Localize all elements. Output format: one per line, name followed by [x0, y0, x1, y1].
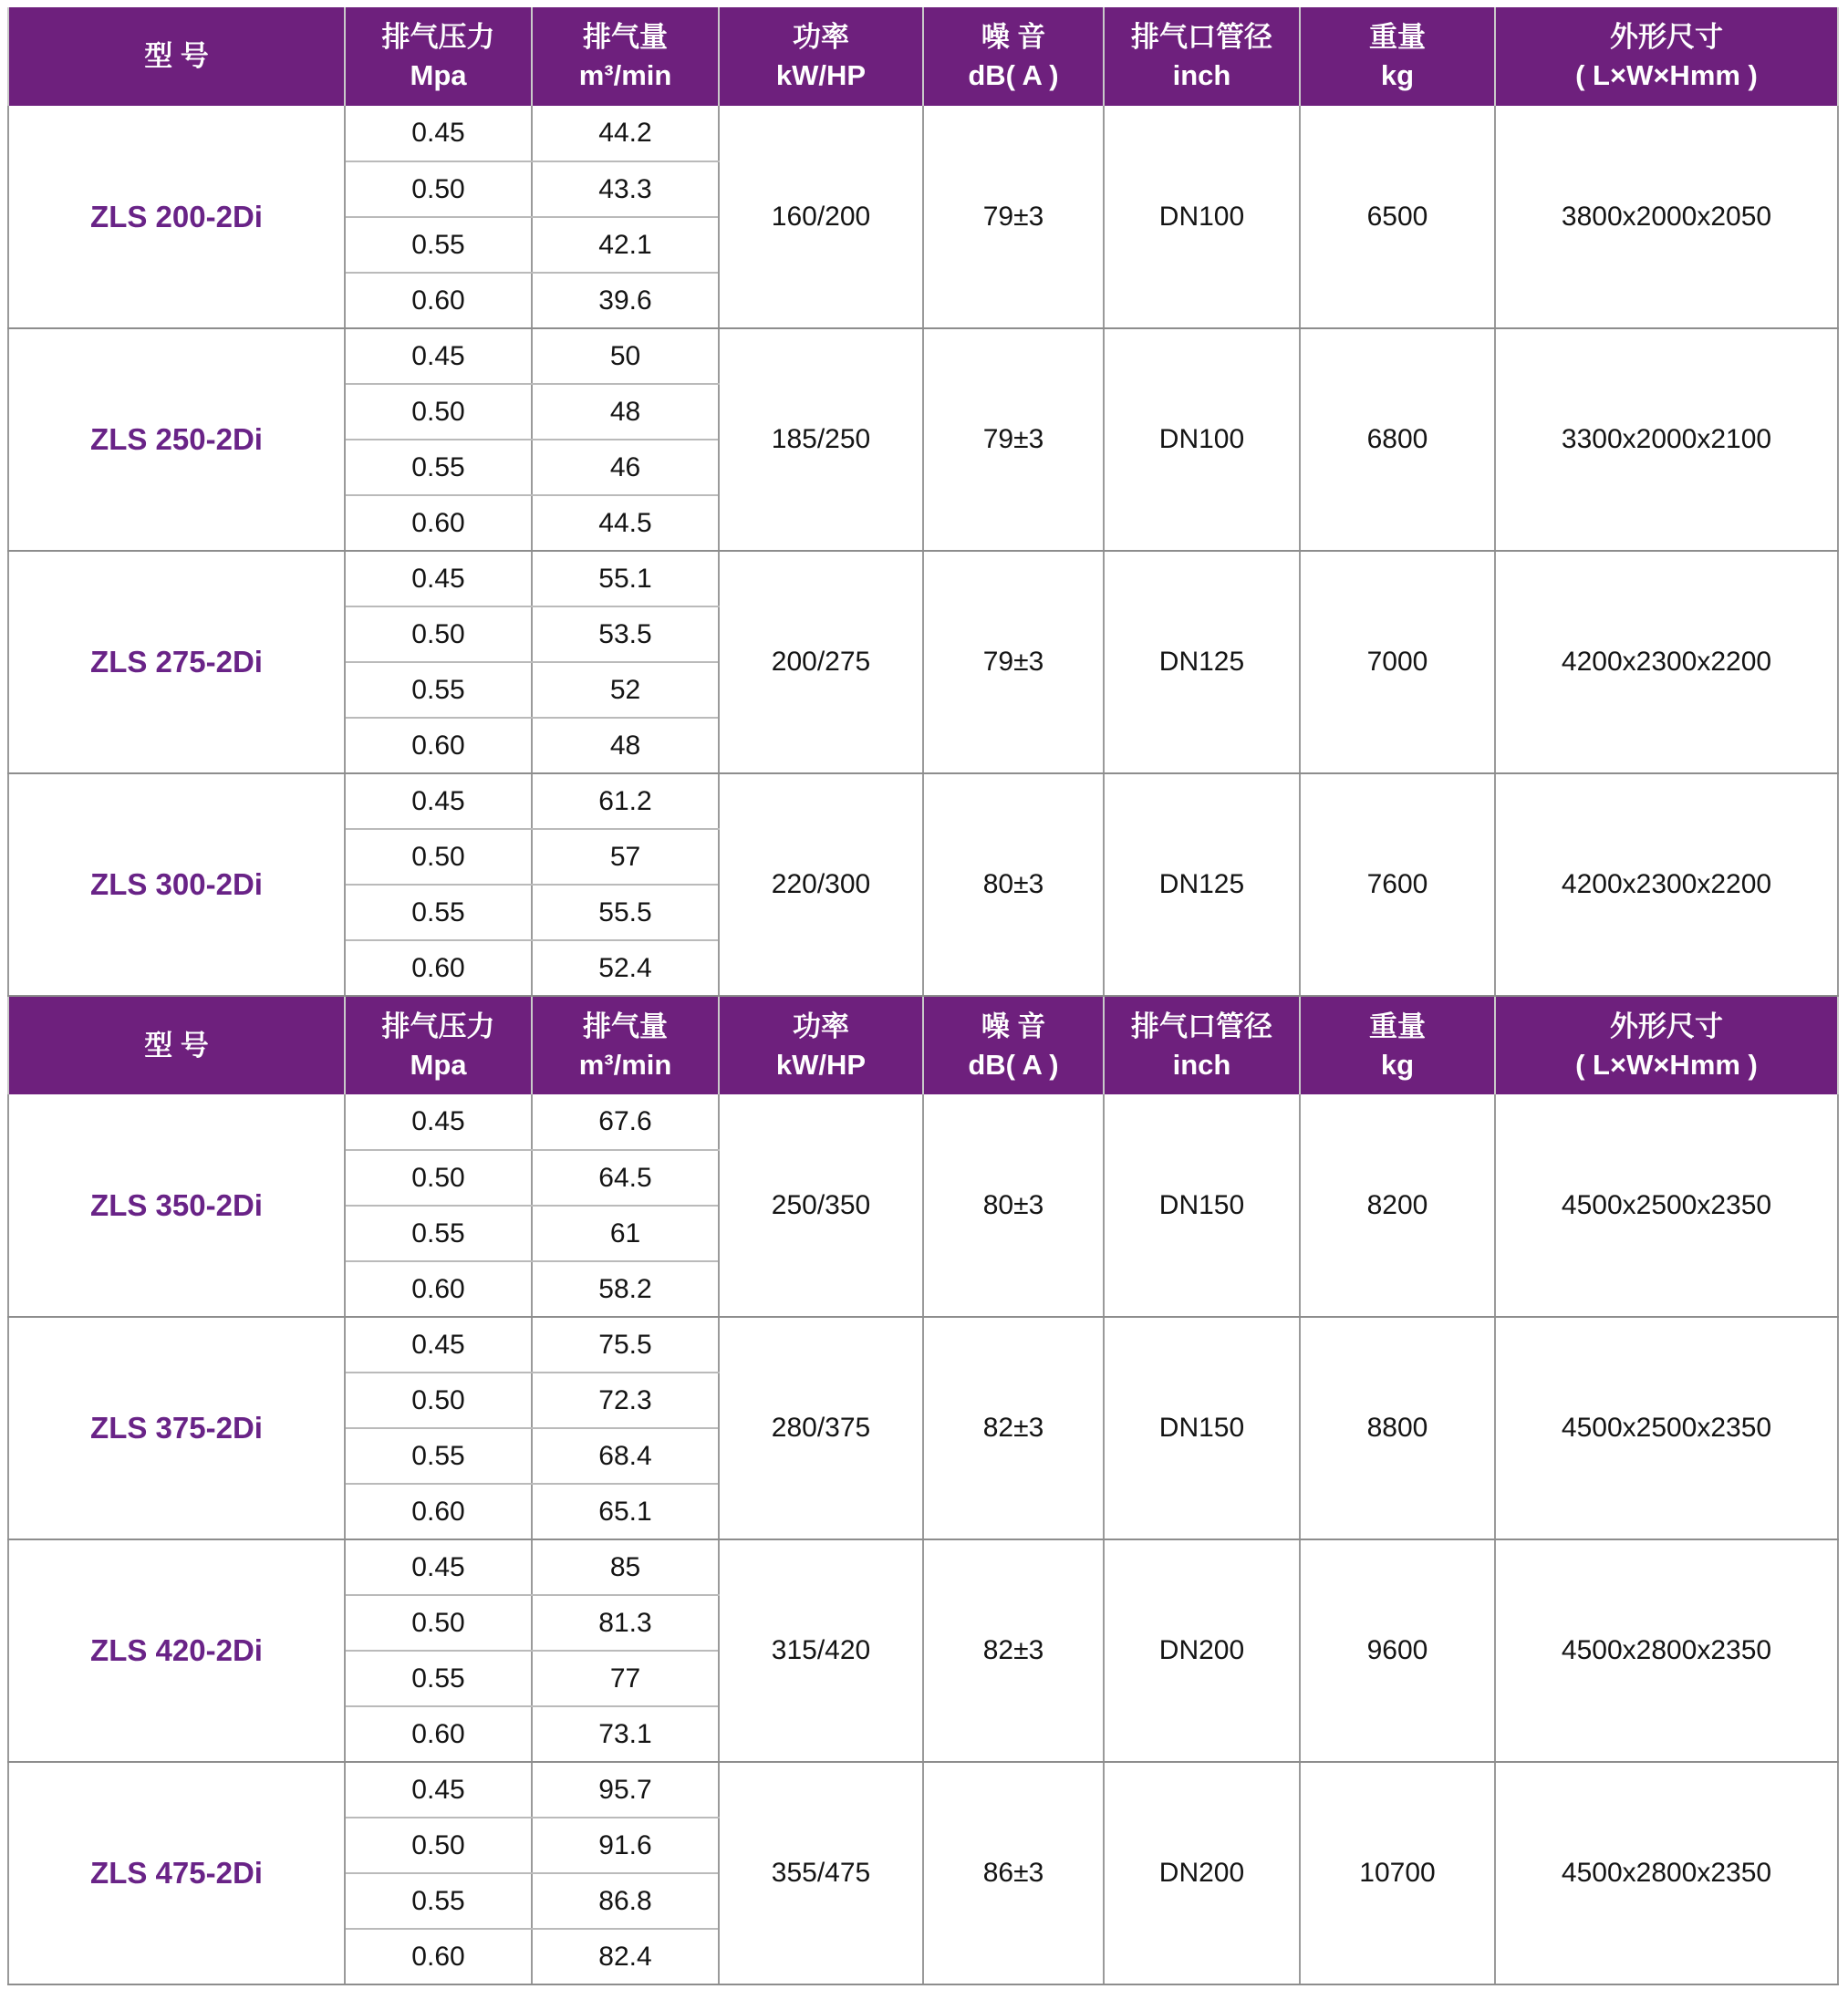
model-cell: ZLS 200-2Di: [8, 106, 345, 328]
pipe-diameter-cell: DN100: [1104, 106, 1300, 328]
flow-cell: 44.5: [532, 495, 719, 551]
flow-cell: 55.5: [532, 885, 719, 940]
pipe-diameter-cell: DN125: [1104, 551, 1300, 773]
flow-cell: 43.3: [532, 161, 719, 217]
pressure-cell: 0.60: [345, 718, 532, 773]
pressure-cell: 0.60: [345, 1484, 532, 1539]
col-header-model: [8, 7, 345, 106]
pressure-cell: 0.45: [345, 551, 532, 606]
pressure-cell: 0.45: [345, 1317, 532, 1373]
col-header-dims: [1495, 7, 1838, 106]
col-header-line1: 排气量: [583, 21, 668, 54]
col-header-pipe: [1104, 7, 1300, 106]
pressure-cell: 0.45: [345, 773, 532, 829]
col-header-line2: m³/min: [578, 1048, 672, 1081]
col-header-line1: 外形尺寸: [1610, 1010, 1723, 1042]
pressure-cell: 0.50: [345, 1818, 532, 1873]
pressure-cell: 0.50: [345, 829, 532, 885]
col-header-line1: 功率: [793, 1010, 849, 1042]
col-header-line1: 重量: [1369, 1010, 1426, 1042]
col-header-flow: [532, 7, 719, 106]
pressure-cell: 0.55: [345, 1428, 532, 1484]
col-header-line1: 外形尺寸: [1610, 21, 1723, 54]
flow-cell: 58.2: [532, 1261, 719, 1317]
weight-cell: 8800: [1300, 1317, 1495, 1539]
col-header-line2: dB( A ): [968, 1048, 1059, 1081]
flow-cell: 72.3: [532, 1373, 719, 1428]
noise-cell: 82±3: [923, 1539, 1104, 1762]
col-header-line1: 排气量: [583, 1010, 668, 1042]
model-cell: ZLS 375-2Di: [8, 1317, 345, 1539]
col-header-power: [719, 7, 923, 106]
flow-cell: 77: [532, 1651, 719, 1706]
spec-row: [8, 1317, 1838, 1373]
col-header-power: [719, 996, 923, 1094]
flow-cell: 57: [532, 829, 719, 885]
col-header-flow: [532, 996, 719, 1094]
noise-cell: 80±3: [923, 773, 1104, 996]
power-cell: 315/420: [719, 1539, 923, 1762]
col-header-line2: kg: [1380, 1048, 1415, 1081]
flow-cell: 48: [532, 718, 719, 773]
spec-row: [8, 1539, 1838, 1595]
spec-row: [8, 773, 1838, 829]
flow-cell: 53.5: [532, 606, 719, 662]
pressure-cell: 0.60: [345, 495, 532, 551]
pipe-diameter-cell: DN150: [1104, 1317, 1300, 1539]
col-header-weight: [1300, 7, 1495, 106]
spec-row: [8, 1094, 1838, 1150]
pressure-cell: 0.45: [345, 1762, 532, 1818]
flow-cell: 75.5: [532, 1317, 719, 1373]
pressure-cell: 0.60: [345, 273, 532, 328]
col-header-pressure: [345, 7, 532, 106]
weight-cell: 10700: [1300, 1762, 1495, 1984]
pressure-cell: 0.55: [345, 1206, 532, 1261]
pressure-cell: 0.55: [345, 662, 532, 718]
pressure-cell: 0.55: [345, 217, 532, 273]
spec-row: [8, 106, 1838, 161]
pressure-cell: 0.55: [345, 885, 532, 940]
flow-cell: 61: [532, 1206, 719, 1261]
flow-cell: 81.3: [532, 1595, 719, 1651]
col-header-line2: kW/HP: [775, 59, 867, 91]
dimensions-cell: 4200x2300x2200: [1495, 551, 1838, 773]
noise-cell: 86±3: [923, 1762, 1104, 1984]
power-cell: 200/275: [719, 551, 923, 773]
col-header-line1: 重量: [1369, 21, 1426, 54]
flow-cell: 50: [532, 328, 719, 384]
model-cell: ZLS 275-2Di: [8, 551, 345, 773]
noise-cell: 82±3: [923, 1317, 1104, 1539]
flow-cell: 85: [532, 1539, 719, 1595]
col-header-line1: 排气压力: [381, 21, 495, 54]
flow-cell: 95.7: [532, 1762, 719, 1818]
pipe-diameter-cell: DN100: [1104, 328, 1300, 551]
pressure-cell: 0.45: [345, 106, 532, 161]
pressure-cell: 0.55: [345, 1651, 532, 1706]
pressure-cell: 0.45: [345, 1539, 532, 1595]
dimensions-cell: 4500x2500x2350: [1495, 1094, 1838, 1317]
dimensions-cell: 4500x2800x2350: [1495, 1539, 1838, 1762]
power-cell: 355/475: [719, 1762, 923, 1984]
spec-table: [7, 7, 1839, 1985]
col-header-line1: 噪 音: [981, 1010, 1046, 1042]
col-header-line2: Mpa: [410, 1048, 467, 1081]
col-header-line2: ( L×W×Hmm ): [1575, 59, 1758, 91]
dimensions-cell: 4500x2800x2350: [1495, 1762, 1838, 1984]
header-row: [8, 7, 1838, 106]
power-cell: 185/250: [719, 328, 923, 551]
flow-cell: 42.1: [532, 217, 719, 273]
col-header-pipe: [1104, 996, 1300, 1094]
col-header-line1: 功率: [793, 21, 849, 54]
col-header-line1: 型 号: [144, 40, 209, 73]
col-header-line1: 排气口管径: [1131, 21, 1272, 54]
col-header-line2: kg: [1380, 59, 1415, 91]
weight-cell: 9600: [1300, 1539, 1495, 1762]
spec-row: [8, 551, 1838, 606]
weight-cell: 7600: [1300, 773, 1495, 996]
col-header-line2: dB( A ): [968, 59, 1059, 91]
dimensions-cell: 4500x2500x2350: [1495, 1317, 1838, 1539]
pressure-cell: 0.55: [345, 440, 532, 495]
flow-cell: 86.8: [532, 1873, 719, 1929]
col-header-line2: m³/min: [578, 59, 672, 91]
pressure-cell: 0.45: [345, 328, 532, 384]
pipe-diameter-cell: DN200: [1104, 1539, 1300, 1762]
model-cell: ZLS 300-2Di: [8, 773, 345, 996]
noise-cell: 79±3: [923, 328, 1104, 551]
flow-cell: 52.4: [532, 940, 719, 996]
col-header-line1: 排气口管径: [1131, 1010, 1272, 1042]
flow-cell: 61.2: [532, 773, 719, 829]
dimensions-cell: 4200x2300x2200: [1495, 773, 1838, 996]
power-cell: 250/350: [719, 1094, 923, 1317]
pressure-cell: 0.55: [345, 1873, 532, 1929]
flow-cell: 39.6: [532, 273, 719, 328]
flow-cell: 91.6: [532, 1818, 719, 1873]
flow-cell: 65.1: [532, 1484, 719, 1539]
flow-cell: 52: [532, 662, 719, 718]
pressure-cell: 0.60: [345, 940, 532, 996]
noise-cell: 80±3: [923, 1094, 1104, 1317]
weight-cell: 8200: [1300, 1094, 1495, 1317]
model-cell: ZLS 475-2Di: [8, 1762, 345, 1984]
flow-cell: 64.5: [532, 1150, 719, 1206]
header-row: [8, 996, 1838, 1094]
pipe-diameter-cell: DN200: [1104, 1762, 1300, 1984]
col-header-noise: [923, 996, 1104, 1094]
col-header-line2: inch: [1172, 1048, 1231, 1081]
col-header-line1: 噪 音: [981, 21, 1046, 54]
noise-cell: 79±3: [923, 106, 1104, 328]
flow-cell: 73.1: [532, 1706, 719, 1762]
spec-row: [8, 1762, 1838, 1818]
pressure-cell: 0.50: [345, 384, 532, 440]
col-header-line1: 型 号: [144, 1029, 209, 1062]
col-header-line1: 排气压力: [381, 1010, 495, 1042]
col-header-pressure: [345, 996, 532, 1094]
pressure-cell: 0.50: [345, 606, 532, 662]
col-header-model: [8, 996, 345, 1094]
flow-cell: 44.2: [532, 106, 719, 161]
col-header-line2: kW/HP: [775, 1048, 867, 1081]
dimensions-cell: 3300x2000x2100: [1495, 328, 1838, 551]
flow-cell: 55.1: [532, 551, 719, 606]
pipe-diameter-cell: DN150: [1104, 1094, 1300, 1317]
pipe-diameter-cell: DN125: [1104, 773, 1300, 996]
power-cell: 220/300: [719, 773, 923, 996]
power-cell: 160/200: [719, 106, 923, 328]
weight-cell: 6800: [1300, 328, 1495, 551]
col-header-line2: inch: [1172, 59, 1231, 91]
model-cell: ZLS 250-2Di: [8, 328, 345, 551]
pressure-cell: 0.45: [345, 1094, 532, 1150]
model-cell: ZLS 350-2Di: [8, 1094, 345, 1317]
pressure-cell: 0.60: [345, 1261, 532, 1317]
flow-cell: 46: [532, 440, 719, 495]
weight-cell: 6500: [1300, 106, 1495, 328]
flow-cell: 82.4: [532, 1929, 719, 1984]
power-cell: 280/375: [719, 1317, 923, 1539]
col-header-noise: [923, 7, 1104, 106]
pressure-cell: 0.50: [345, 1373, 532, 1428]
model-cell: ZLS 420-2Di: [8, 1539, 345, 1762]
weight-cell: 7000: [1300, 551, 1495, 773]
flow-cell: 68.4: [532, 1428, 719, 1484]
pressure-cell: 0.50: [345, 1595, 532, 1651]
noise-cell: 79±3: [923, 551, 1104, 773]
spec-row: [8, 328, 1838, 384]
pressure-cell: 0.50: [345, 1150, 532, 1206]
pressure-cell: 0.60: [345, 1706, 532, 1762]
flow-cell: 67.6: [532, 1094, 719, 1150]
pressure-cell: 0.60: [345, 1929, 532, 1984]
col-header-line2: Mpa: [410, 59, 467, 91]
col-header-line2: ( L×W×Hmm ): [1575, 1048, 1758, 1081]
col-header-dims: [1495, 996, 1838, 1094]
col-header-weight: [1300, 996, 1495, 1094]
flow-cell: 48: [532, 384, 719, 440]
pressure-cell: 0.50: [345, 161, 532, 217]
dimensions-cell: 3800x2000x2050: [1495, 106, 1838, 328]
